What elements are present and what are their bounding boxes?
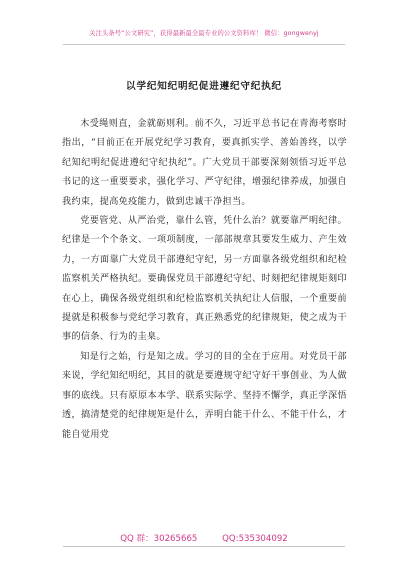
footer-qq: QQ:535304092 (222, 534, 288, 544)
footer-contact (0, 532, 408, 544)
document-title: 以学纪知纪明纪促进遵纪守纪执纪 (126, 81, 282, 92)
paragraph-1: 木受绳则直，金就砺则利。前不久，习近平总书记在青海考察时指出，“目前正在开展党纪学习教育，要真抓实学、善始善终，以学纪知纪明纪促进遵纪守纪执纪”。广大党员干部要深刻领悟习近平总书记的这一重要要求，强化学习、严守纪律，增强纪律养成，加强自我约束，提高免疫能力，做到忠诚干净担当。 (62, 119, 347, 207)
header-divider (63, 44, 345, 45)
footer-divider (63, 546, 345, 547)
paragraph-2: 党要管党、从严治党，靠什么管，凭什么治？就要靠严明纪律。纪律是一个个条文、一项项制度，一部部规章其要发生威力、产生效力，一方面靠广大党员干部遵纪守纪，另一方面靠各级党组织和纪检监察机关严格执纪。要确保党员干部遵纪守纪、时刻把纪律规矩刻印在心上，确保各级党组织和纪检监察机关执纪让人信服，一个重要前提就是积极参与党纪学习教育，真正熟悉党的纪律规矩，使之成为干事的信条、行为的圭臬。 (62, 216, 347, 343)
footer-qq-group: QQ 群：30265665 (120, 534, 198, 544)
paragraph-3: 知是行之始，行是知之成。学习的目的全在于应用。对党员干部来说，学纪知纪明纪，其目的就是要遵规守纪守好干事创业、为人做事的底线。只有原原本本学、联系实际学、坚持不懈学，真正学深悟透，搞清楚党的纪律规矩是什么，弄明白能干什么、不能干什么，才能自觉用党 (62, 351, 347, 440)
document-body (62, 115, 347, 445)
header-promo-note: 关注头条号“公文研究”，获得最新最全最专业的公文资料库！ 微信：gongwenyj (89, 30, 319, 37)
